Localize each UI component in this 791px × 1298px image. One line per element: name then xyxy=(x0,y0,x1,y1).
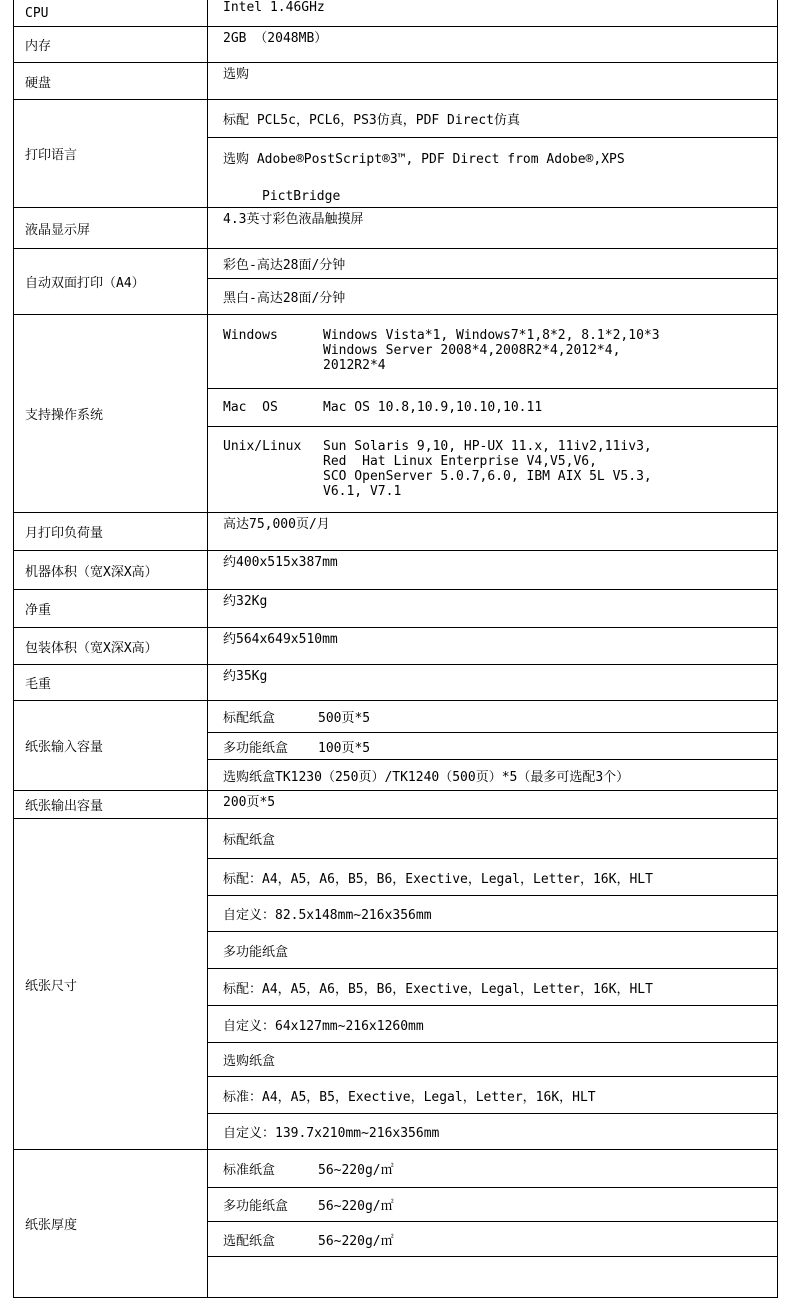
row-label xyxy=(14,63,208,99)
row-label-text: 打印语言 xyxy=(25,148,78,163)
spec-text: PictBridge xyxy=(262,189,341,204)
spec-text: 选购 Adobe®PostScript®3™, PDF Direct from Adobe®,XPS xyxy=(223,152,625,167)
spec-cell xyxy=(208,0,777,15)
spec-item-name: 选配纸盒 xyxy=(223,1233,276,1249)
row-label-text: 纸张尺寸 xyxy=(25,978,78,994)
row-values xyxy=(208,665,777,700)
row-label-text: 纸张输出容量 xyxy=(25,799,104,814)
row-label xyxy=(14,551,208,589)
os-version-line: Windows Vista*1, Windows7*1,8*2, 8.1*2,10*3 xyxy=(323,328,660,343)
spec-text: 4.3英寸彩色液晶触摸屏 xyxy=(223,212,364,227)
table-row xyxy=(14,1150,777,1298)
printer-spec-table xyxy=(13,0,778,1298)
spec-text: 2GB （2048MB） xyxy=(223,31,328,46)
table-row xyxy=(14,701,777,791)
row-values xyxy=(208,513,777,550)
os-name: Mac OS xyxy=(223,400,278,415)
spec-cell xyxy=(208,760,777,790)
spec-cell xyxy=(208,63,777,82)
row-label xyxy=(14,665,208,700)
row-label-text: 自动双面打印（A4） xyxy=(25,276,145,291)
spec-item-name: 标准纸盒 xyxy=(223,1163,276,1178)
spec-cell xyxy=(208,628,777,647)
spec-text: 高达75,000页/月 xyxy=(223,517,330,532)
spec-cell xyxy=(208,208,777,227)
row-values xyxy=(208,27,777,62)
os-version-line: 2012R2*4 xyxy=(323,358,386,373)
spec-text: Intel 1.46GHz xyxy=(223,0,325,15)
spec-cell xyxy=(208,513,777,532)
spec-text: 约35Kg xyxy=(223,669,268,684)
row-label xyxy=(14,208,208,248)
spec-cell xyxy=(208,100,777,138)
row-label-text: 支持操作系统 xyxy=(25,408,104,423)
os-name: Unix/Linux xyxy=(223,439,302,454)
table-row xyxy=(14,27,777,63)
row-label xyxy=(14,315,208,512)
spec-text: 自定义：82.5x148mm~216x356mm xyxy=(223,908,432,923)
row-label xyxy=(14,590,208,627)
spec-text: 选购 xyxy=(223,67,250,82)
table-row xyxy=(14,63,777,100)
spec-item-name: 标配纸盒 xyxy=(223,711,276,726)
spec-cell-os-unix xyxy=(208,427,777,512)
table-row xyxy=(14,791,777,819)
table-row xyxy=(14,590,777,628)
row-label-text: 液晶显示屏 xyxy=(25,222,91,238)
table-row xyxy=(14,513,777,551)
spec-cell xyxy=(208,1077,777,1114)
row-values xyxy=(208,551,777,589)
os-version-line: Windows Server 2008*4,2008R2*4,2012*4, xyxy=(323,343,621,358)
os-versions xyxy=(323,328,660,373)
row-label xyxy=(14,0,208,26)
spec-cell xyxy=(208,27,777,46)
row-label xyxy=(14,791,208,818)
row-label-text: 净重 xyxy=(25,603,52,618)
row-values xyxy=(208,819,777,1149)
table-row xyxy=(14,100,777,208)
os-version-line: Sun Solaris 9,10, HP-UX 11.x, 11iv2,11iv3, xyxy=(323,439,652,454)
spec-text: 约400x515x387mm xyxy=(223,555,338,570)
row-label-text: CPU xyxy=(25,5,49,21)
spec-cell xyxy=(208,819,777,859)
row-values xyxy=(208,628,777,664)
spec-text: 自定义：64x127mm~216x1260mm xyxy=(223,1018,424,1034)
table-row xyxy=(14,249,777,315)
row-label-text: 内存 xyxy=(25,39,52,54)
spec-cell xyxy=(208,1006,777,1043)
spec-text: 自定义：139.7x210mm~216x356mm xyxy=(223,1126,440,1141)
spec-text: 选购纸盒 xyxy=(223,1054,276,1069)
row-label xyxy=(14,27,208,62)
spec-item-value: 500页*5 xyxy=(318,711,371,726)
row-values xyxy=(208,590,777,627)
spec-cell xyxy=(208,551,777,570)
spec-text: 彩色-高达28面/分钟 xyxy=(223,258,346,273)
spec-text: 标配纸盒 xyxy=(223,833,276,848)
spec-item-value: 56~220g/㎡ xyxy=(318,1163,394,1178)
spec-text: 多功能纸盒 xyxy=(223,944,289,960)
row-label-text: 包装体积（宽X深X高） xyxy=(25,640,158,656)
row-values xyxy=(208,249,777,314)
table-row xyxy=(14,0,777,27)
row-label-text: 硬盘 xyxy=(25,75,52,91)
spec-cell xyxy=(208,896,777,932)
spec-cell xyxy=(208,733,777,760)
row-label-text: 纸张输入容量 xyxy=(25,740,104,755)
spec-cell xyxy=(208,969,777,1006)
spec-text: 黑白-高达28面/分钟 xyxy=(223,291,346,306)
table-row xyxy=(14,819,777,1150)
row-values xyxy=(208,100,777,207)
spec-item-value: 56~220g/㎡ xyxy=(318,1199,394,1214)
table-row xyxy=(14,628,777,665)
row-label-text: 月打印负荷量 xyxy=(25,526,104,541)
spec-cell xyxy=(208,1222,777,1257)
spec-cell-os-windows xyxy=(208,315,777,389)
os-version-line: SCO OpenServer 5.0.7,6.0, IBM AIX 5L V5.3, xyxy=(323,469,652,484)
row-label-text: 纸张厚度 xyxy=(25,1218,78,1233)
row-label xyxy=(14,701,208,790)
row-label xyxy=(14,1150,208,1297)
table-row xyxy=(14,208,777,249)
spec-text: 选购纸盒TK1230（250页）/TK1240（500页）*5（最多可选配3个） xyxy=(223,769,630,785)
os-versions xyxy=(323,400,542,415)
table-row xyxy=(14,551,777,590)
spec-text: 200页*5 xyxy=(223,795,276,810)
spec-cell xyxy=(208,932,777,969)
row-label xyxy=(14,513,208,550)
spec-cell xyxy=(208,859,777,896)
row-values xyxy=(208,315,777,512)
row-values xyxy=(208,208,777,248)
spec-cell-clipped xyxy=(208,1257,777,1297)
row-values xyxy=(208,791,777,818)
spec-cell xyxy=(208,590,777,609)
spec-item-value: 56~220g/㎡ xyxy=(318,1233,394,1249)
row-values xyxy=(208,0,777,26)
spec-cell xyxy=(208,1188,777,1222)
row-label xyxy=(14,100,208,207)
os-version-line: Red Hat Linux Enterprise V4,V5,V6, xyxy=(323,454,597,469)
spec-cell-os-mac xyxy=(208,389,777,427)
spec-cell xyxy=(208,1114,777,1149)
row-label-text: 毛重 xyxy=(25,677,52,692)
spec-cell xyxy=(208,665,777,684)
row-values xyxy=(208,63,777,99)
row-label xyxy=(14,249,208,314)
row-label-text: 机器体积（宽X深X高） xyxy=(25,564,158,580)
spec-text: 标配：A4，A5，A6，B5，B6，Exective，Legal，Letter，16K，HLT xyxy=(223,981,653,997)
spec-cell xyxy=(208,249,777,279)
row-values xyxy=(208,1150,777,1297)
spec-text: 约564x649x510mm xyxy=(223,632,338,647)
spec-cell xyxy=(208,1150,777,1188)
os-version-line: Mac OS 10.8,10.9,10.10,10.11 xyxy=(323,400,543,415)
spec-text: 标配 PCL5c，PCL6，PS3仿真，PDF Direct仿真 xyxy=(223,113,521,128)
spec-cell xyxy=(208,791,777,810)
os-name: Windows xyxy=(223,328,278,343)
os-versions xyxy=(323,439,652,499)
spec-item-value: 100页*5 xyxy=(318,740,371,756)
spec-item-name: 多功能纸盒 xyxy=(223,740,289,756)
spec-item-name: 多功能纸盒 xyxy=(223,1199,289,1214)
spec-cell xyxy=(208,1043,777,1077)
row-values xyxy=(208,701,777,790)
table-row xyxy=(14,665,777,701)
spec-text: 标准：A4，A5，B5，Exective，Legal，Letter，16K，HLT xyxy=(223,1089,596,1105)
row-label xyxy=(14,628,208,664)
spec-cell xyxy=(208,279,777,314)
spec-cell xyxy=(208,138,777,207)
spec-cell xyxy=(208,701,777,733)
spec-text: 约32Kg xyxy=(223,594,268,609)
table-row xyxy=(14,315,777,513)
spec-text: 标配：A4，A5，A6，B5，B6，Exective，Legal，Letter，16K，HLT xyxy=(223,871,653,887)
os-version-line: V6.1, V7.1 xyxy=(323,484,402,499)
row-label xyxy=(14,819,208,1149)
